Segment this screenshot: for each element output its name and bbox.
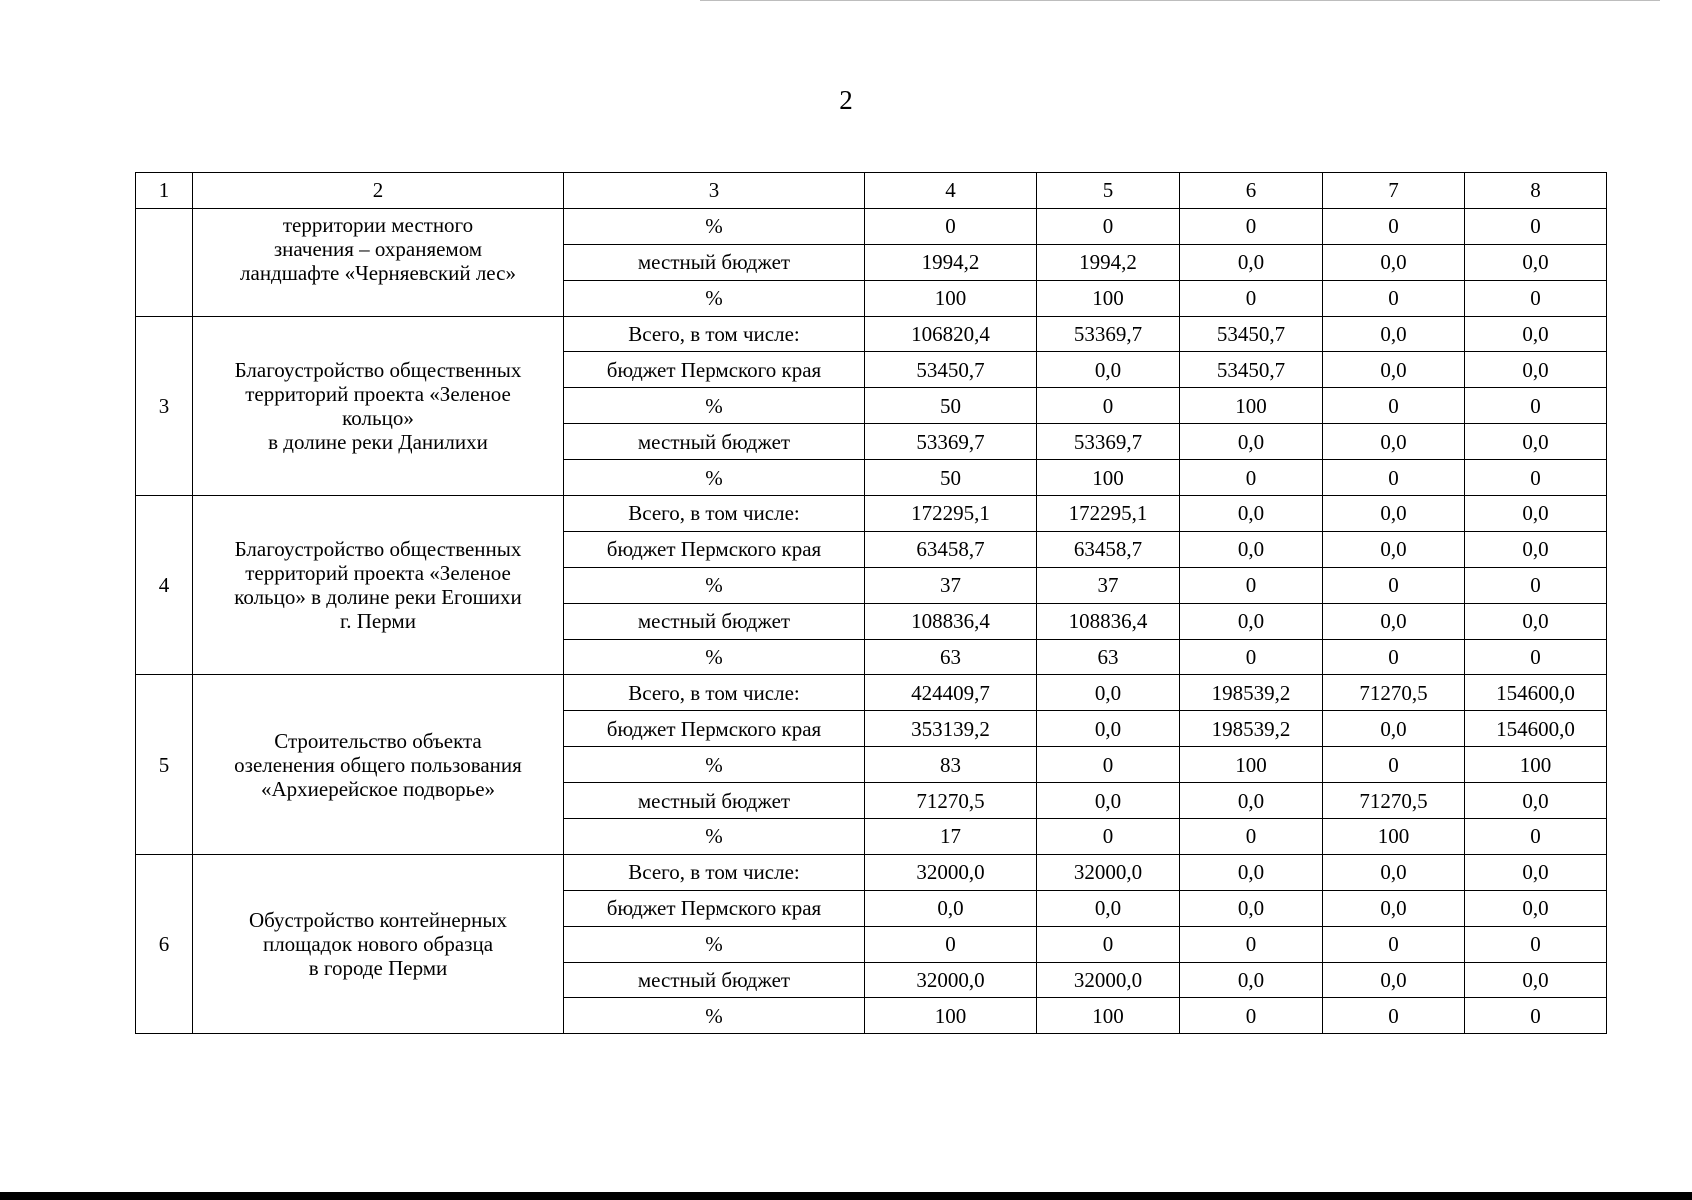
amount-cell: 37 — [865, 567, 1037, 603]
amount-cell: 100 — [1037, 998, 1180, 1034]
funding-source-cell: % — [564, 208, 865, 244]
amount-cell: 0,0 — [1037, 711, 1180, 747]
amount-cell: 100 — [865, 998, 1037, 1034]
column-number-header: 4 — [865, 173, 1037, 209]
amount-cell: 1994,2 — [865, 244, 1037, 280]
amount-cell: 198539,2 — [1180, 711, 1323, 747]
amount-cell: 0,0 — [865, 890, 1037, 926]
amount-cell: 0 — [1180, 639, 1323, 675]
amount-cell: 0 — [1465, 388, 1607, 424]
amount-cell: 0,0 — [1180, 603, 1323, 639]
amount-cell: 0 — [1037, 747, 1180, 783]
amount-cell: 71270,5 — [1323, 675, 1465, 711]
amount-cell: 0,0 — [1465, 962, 1607, 998]
funding-source-cell: % — [564, 280, 865, 316]
amount-cell: 0,0 — [1465, 783, 1607, 819]
header-row — [136, 173, 1607, 209]
amount-cell: 100 — [1180, 747, 1323, 783]
amount-cell: 0 — [1323, 280, 1465, 316]
budget-table — [135, 172, 1607, 1034]
funding-source-cell: Всего, в том числе: — [564, 316, 865, 352]
amount-cell: 0,0 — [1465, 854, 1607, 890]
scan-top-rule — [700, 0, 1660, 1]
amount-cell: 63458,7 — [865, 531, 1037, 567]
item-number-cell: 6 — [136, 854, 193, 1033]
amount-cell: 0,0 — [1323, 854, 1465, 890]
amount-cell: 154600,0 — [1465, 675, 1607, 711]
amount-cell: 0 — [1465, 926, 1607, 962]
amount-cell: 71270,5 — [1323, 783, 1465, 819]
amount-cell: 53450,7 — [1180, 352, 1323, 388]
amount-cell: 37 — [1037, 567, 1180, 603]
amount-cell: 1994,2 — [1037, 244, 1180, 280]
amount-cell: 53450,7 — [1180, 316, 1323, 352]
amount-cell: 83 — [865, 747, 1037, 783]
amount-cell: 0,0 — [1323, 244, 1465, 280]
amount-cell: 0,0 — [1180, 962, 1323, 998]
funding-source-cell: бюджет Пермского края — [564, 352, 865, 388]
amount-cell: 0 — [1323, 460, 1465, 496]
amount-cell: 0 — [1037, 819, 1180, 855]
funding-source-cell: местный бюджет — [564, 244, 865, 280]
amount-cell: 424409,7 — [865, 675, 1037, 711]
column-number-header: 6 — [1180, 173, 1323, 209]
amount-cell: 50 — [865, 388, 1037, 424]
amount-cell: 0 — [1180, 280, 1323, 316]
amount-cell: 0,0 — [1323, 890, 1465, 926]
amount-cell: 53369,7 — [1037, 424, 1180, 460]
funding-source-cell: % — [564, 388, 865, 424]
amount-cell: 0,0 — [1465, 244, 1607, 280]
amount-cell: 0,0 — [1180, 783, 1323, 819]
amount-cell: 0 — [1323, 998, 1465, 1034]
amount-cell: 63458,7 — [1037, 531, 1180, 567]
amount-cell: 0,0 — [1037, 783, 1180, 819]
amount-cell: 0,0 — [1037, 675, 1180, 711]
column-number-header: 2 — [193, 173, 564, 209]
amount-cell: 0,0 — [1323, 316, 1465, 352]
amount-cell: 0 — [1465, 208, 1607, 244]
amount-cell: 0 — [1465, 280, 1607, 316]
amount-cell: 0 — [1037, 208, 1180, 244]
amount-cell: 100 — [1037, 460, 1180, 496]
table-row — [136, 496, 1607, 532]
amount-cell: 0 — [1465, 460, 1607, 496]
funding-source-cell: Всего, в том числе: — [564, 854, 865, 890]
amount-cell: 0,0 — [1323, 711, 1465, 747]
amount-cell: 0,0 — [1465, 352, 1607, 388]
amount-cell: 100 — [1323, 819, 1465, 855]
funding-source-cell: бюджет Пермского края — [564, 890, 865, 926]
item-name-line: в городе Перми — [308, 956, 448, 981]
item-name-line: площадок нового образца — [262, 932, 494, 957]
amount-cell: 0,0 — [1465, 531, 1607, 567]
amount-cell: 0 — [1180, 998, 1323, 1034]
item-name-line: «Архиерейское подворье» — [260, 776, 496, 801]
amount-cell: 0 — [1323, 639, 1465, 675]
amount-cell: 0,0 — [1180, 854, 1323, 890]
amount-cell: 0 — [1037, 926, 1180, 962]
amount-cell: 353139,2 — [865, 711, 1037, 747]
amount-cell: 0,0 — [1180, 890, 1323, 926]
amount-cell: 0,0 — [1323, 962, 1465, 998]
amount-cell: 0 — [1323, 747, 1465, 783]
table-body — [136, 173, 1607, 1034]
amount-cell: 32000,0 — [865, 854, 1037, 890]
funding-source-cell: бюджет Пермского края — [564, 711, 865, 747]
amount-cell: 154600,0 — [1465, 711, 1607, 747]
amount-cell: 0 — [1180, 819, 1323, 855]
funding-source-cell: бюджет Пермского края — [564, 531, 865, 567]
amount-cell: 172295,1 — [1037, 496, 1180, 532]
amount-cell: 0 — [1037, 388, 1180, 424]
table-row — [136, 208, 1607, 244]
amount-cell: 0 — [1180, 208, 1323, 244]
funding-source-cell: Всего, в том числе: — [564, 496, 865, 532]
amount-cell: 108836,4 — [1037, 603, 1180, 639]
amount-cell: 0,0 — [1323, 496, 1465, 532]
amount-cell: 172295,1 — [865, 496, 1037, 532]
item-number-cell: 3 — [136, 316, 193, 495]
funding-source-cell: местный бюджет — [564, 783, 865, 819]
page-number: 2 — [839, 85, 853, 115]
scan-bottom-edge — [0, 1192, 1692, 1200]
amount-cell: 0,0 — [1323, 424, 1465, 460]
funding-source-cell: % — [564, 639, 865, 675]
amount-cell: 0 — [1465, 998, 1607, 1034]
amount-cell: 0,0 — [1465, 316, 1607, 352]
item-name-line: кольцо» в долине реки Егошихи — [234, 585, 522, 610]
funding-source-cell: % — [564, 998, 865, 1034]
amount-cell: 100 — [1465, 747, 1607, 783]
amount-cell: 0,0 — [1323, 603, 1465, 639]
item-name-cell — [193, 208, 564, 316]
amount-cell: 0,0 — [1180, 424, 1323, 460]
column-number-header: 3 — [564, 173, 865, 209]
amount-cell: 32000,0 — [1037, 962, 1180, 998]
amount-cell: 17 — [865, 819, 1037, 855]
amount-cell: 0 — [865, 208, 1037, 244]
amount-cell: 0,0 — [1465, 603, 1607, 639]
item-name-line: территорий проекта «Зеленое — [245, 561, 511, 586]
column-number-header: 1 — [136, 173, 193, 209]
amount-cell: 53369,7 — [1037, 316, 1180, 352]
amount-cell: 0,0 — [1180, 244, 1323, 280]
funding-source-cell: местный бюджет — [564, 603, 865, 639]
amount-cell: 0,0 — [1037, 352, 1180, 388]
amount-cell: 0,0 — [1323, 352, 1465, 388]
item-name-line: г. Перми — [340, 609, 416, 634]
amount-cell: 0 — [1323, 208, 1465, 244]
amount-cell: 0 — [1465, 819, 1607, 855]
item-name-line: Строительство объекта — [274, 728, 482, 753]
item-name-line: Благоустройство общественных — [234, 537, 522, 562]
funding-source-cell: % — [564, 567, 865, 603]
amount-cell: 63 — [1037, 639, 1180, 675]
amount-cell: 0 — [1323, 567, 1465, 603]
amount-cell: 0 — [865, 926, 1037, 962]
amount-cell: 100 — [1037, 280, 1180, 316]
amount-cell: 0 — [1465, 567, 1607, 603]
column-number-header: 8 — [1465, 173, 1607, 209]
item-name-line: Обустройство контейнерных — [248, 908, 508, 933]
amount-cell: 106820,4 — [865, 316, 1037, 352]
amount-cell: 50 — [865, 460, 1037, 496]
amount-cell: 108836,4 — [865, 603, 1037, 639]
funding-source-cell: местный бюджет — [564, 962, 865, 998]
item-name-line: в долине реки Данилихи — [268, 429, 488, 454]
amount-cell: 0,0 — [1323, 531, 1465, 567]
item-name-line: значения – охраняемом — [273, 236, 483, 261]
amount-cell: 0,0 — [1465, 890, 1607, 926]
amount-cell: 0,0 — [1037, 890, 1180, 926]
amount-cell: 32000,0 — [1037, 854, 1180, 890]
item-name-cell — [193, 316, 564, 495]
amount-cell: 0,0 — [1180, 496, 1323, 532]
amount-cell: 0,0 — [1465, 496, 1607, 532]
item-name-line: территорий проекта «Зеленое — [245, 381, 511, 406]
item-number-cell — [136, 208, 193, 316]
amount-cell: 0 — [1323, 926, 1465, 962]
item-name-line: кольцо» — [342, 405, 414, 430]
amount-cell: 100 — [865, 280, 1037, 316]
amount-cell: 0 — [1465, 639, 1607, 675]
item-name-line: озеленения общего пользования — [234, 752, 522, 777]
funding-source-cell: % — [564, 460, 865, 496]
funding-source-cell: Всего, в том числе: — [564, 675, 865, 711]
amount-cell: 63 — [865, 639, 1037, 675]
amount-cell: 0 — [1180, 460, 1323, 496]
column-number-header: 7 — [1323, 173, 1465, 209]
amount-cell: 0 — [1180, 926, 1323, 962]
table-row — [136, 316, 1607, 352]
amount-cell: 32000,0 — [865, 962, 1037, 998]
item-name-cell — [193, 675, 564, 854]
column-number-header: 5 — [1037, 173, 1180, 209]
amount-cell: 71270,5 — [865, 783, 1037, 819]
funding-source-cell: % — [564, 819, 865, 855]
amount-cell: 53369,7 — [865, 424, 1037, 460]
amount-cell: 0,0 — [1465, 424, 1607, 460]
table-row — [136, 854, 1607, 890]
amount-cell: 53450,7 — [865, 352, 1037, 388]
item-name-line: Благоустройство общественных — [234, 357, 522, 382]
item-name-cell — [193, 854, 564, 1033]
item-number-cell: 4 — [136, 496, 193, 675]
amount-cell: 198539,2 — [1180, 675, 1323, 711]
funding-source-cell: % — [564, 926, 865, 962]
item-name-line: ландшафте «Черняевский лес» — [240, 260, 516, 285]
table-row — [136, 675, 1607, 711]
item-name-cell — [193, 496, 564, 675]
funding-source-cell: местный бюджет — [564, 424, 865, 460]
amount-cell: 100 — [1180, 388, 1323, 424]
funding-source-cell: % — [564, 747, 865, 783]
item-name-line: территории местного — [282, 212, 474, 237]
amount-cell: 0 — [1180, 567, 1323, 603]
amount-cell: 0,0 — [1180, 531, 1323, 567]
amount-cell: 0 — [1323, 388, 1465, 424]
item-number-cell: 5 — [136, 675, 193, 854]
